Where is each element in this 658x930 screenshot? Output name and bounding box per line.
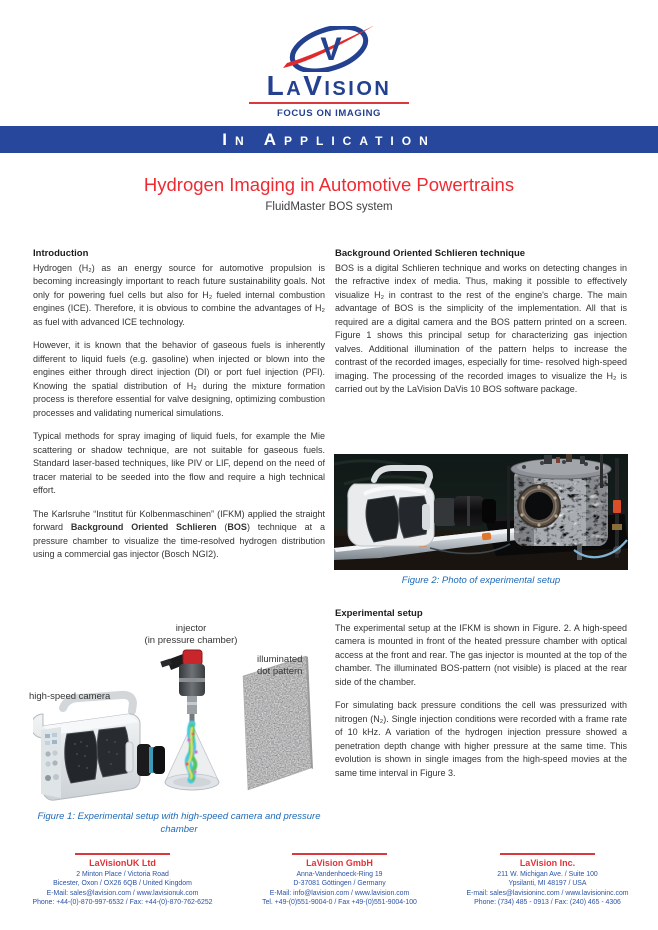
office-contact-line: E-Mail: sales@lavision.com / www.lavisionuk.com	[46, 889, 199, 897]
right-column-bottom	[335, 607, 627, 790]
injector-graphic	[160, 650, 219, 790]
text-run: The Karlsruhe “Institut für Kolbenmaschinen” (IFKM) applied the straight forward	[33, 508, 325, 532]
setup-schematic-graphic	[33, 622, 325, 810]
office-name: LaVisionUK Ltd	[89, 858, 156, 868]
lavision-logo	[0, 0, 658, 119]
office-name: LaVision GmbH	[306, 858, 373, 868]
bold-text-run: BOS	[227, 522, 247, 532]
office-address-line: Anna-Vandenhoeck-Ring 19	[296, 871, 383, 878]
in-application-banner: In Application	[0, 126, 658, 153]
office-address-line: 211 W. Michigan Ave. / Suite 100	[497, 871, 598, 878]
office-address-line: 2 Minton Place / Victoria Road	[76, 871, 169, 878]
footer-divider	[75, 853, 170, 855]
paragraph	[33, 508, 325, 562]
dot-pattern-label: illuminated dot pattern	[257, 654, 303, 677]
paragraph: The experimental setup at the IFKM is shown in Figure. 2. A high-speed camera is mounted in front of the heated pressure chamber with optical access at the front and rear. The gas injector is mounted at the top of the chamber. The illuminated BOS-pattern (not visible) is placed at the rear side of the chamber.	[335, 622, 627, 687]
paragraph: However, it is known that the behavior of gaseous fuels is inherently different to liquid fuels (e.g. gasoline) when injected or blown into the engines either through direct injection (DI) or port fuel injection (PFI). Knowing the spatial distribution of H₂ during the mixture formation process is therefore essential for valve designing, optimizing combustion processes and validating numerical simulations.	[33, 340, 325, 418]
paragraph: For simulating back pressure conditions the cell was pressurized with nitrogen (N₂). Single injection conditions were recorded with a frame rate of 10 kHz. A variation of the hydrogen injection pressure showed a penetration depth change with higher pressure at the same time. This evolution is shown in single images from the high-speed movies at the same time interval in Figure 3.	[335, 700, 627, 778]
figure1-illustration	[29, 622, 325, 810]
office-address-line: Bicester, Oxon / OX26 6QB / United Kingdom	[53, 880, 192, 888]
bold-text-run: Background Oriented Schlieren	[70, 522, 217, 532]
paragraph: Typical methods for spray imaging of liquid fuels, for example the Mie scattering or shadow technique, are not suitable for gaseous fuels. Standard laser-based techniques, like PIV or LIF, depend on the need of tracer material to be seeded into the flow and require a high technical effort.	[33, 431, 325, 495]
heading-bos-technique: Background Oriented Schlieren technique	[335, 248, 526, 259]
injector-label: injector (in pressure chamber)	[144, 623, 238, 646]
right-column-top	[335, 247, 627, 407]
page-subtitle: FluidMaster BOS system	[265, 201, 393, 213]
text-run: ) technique at a pressure chamber to visualize the time-resolved hydrogen distribution using a commercial gas injector (Bosch NGI2).	[33, 522, 326, 559]
heading-introduction: Introduction	[33, 248, 89, 259]
footer-office-de	[227, 853, 452, 908]
office-phone-line: Phone: +44-(0)-870-997-6532 / Fax: +44-(0)-870-762-6252	[32, 899, 213, 907]
office-phone-line: Phone: (734) 485 - 0913 / Fax: (240) 465 - 4306	[474, 899, 621, 907]
figure1-caption: Figure 1: Experimental setup with high-speed camera and pressure chamber	[37, 811, 321, 835]
figure2-photo	[334, 454, 628, 570]
figure2-caption: Figure 2: Photo of experimental setup	[401, 575, 561, 586]
page-title: Hydrogen Imaging in Automotive Powertrains	[143, 174, 515, 195]
footer-divider	[292, 853, 387, 855]
text-run: (	[216, 522, 228, 532]
logo-divider	[249, 102, 409, 104]
lavision-logo-icon	[259, 26, 399, 72]
office-name: LaVision Inc.	[519, 858, 576, 868]
svg-text:V: V	[320, 31, 342, 67]
footer-office-us	[435, 853, 658, 908]
experimental-setup-photo	[334, 454, 628, 570]
heading-experimental-setup: Experimental setup	[335, 608, 423, 619]
paragraph: Hydrogen (H₂) as an energy source for automotive propulsion is becoming increasingly important to reach future sustainability goals. Not only for powering fuel cells but also for H₂ fueled internal combustion engines (ICE). Therefore, it is obvious to combine the advantages of H₂ as fuel with advanced ICE technology.	[33, 262, 325, 327]
logo-wordmark: LaVision	[266, 70, 392, 101]
logo-tagline: FOCUS ON IMAGING	[276, 108, 382, 119]
footer-office-uk	[10, 853, 235, 908]
office-address-line: D-37081 Göttingen / Germany	[293, 880, 386, 888]
paragraph: BOS is a digital Schlieren technique and works on detecting changes in the refractive index of media. Thus, making it possible to effectively visualize H₂ in contrast to the rest of the engine's charge. The main advantage of BOS is the simplicity of the implementation. All that is required are a digital camera and the BOS pattern printed on a screen. Figure 1 shows this principal setup for characterizing gas injection valves. Additional illumination of the pattern helps to increase the contrast of the recorded images, especially for time- resolved high-speed imaging. The processing of the recorded images to visualize the H₂ is carried out by the LaVision DaVis 10 BOS software package.	[335, 262, 627, 394]
office-address-line: Ypsilanti, MI 48197 / USA	[508, 880, 587, 888]
camera-label: high-speed camera	[29, 691, 111, 702]
office-contact-line: E-Mail: info@lavision.com / www.lavision.com	[269, 889, 410, 897]
footer-divider	[500, 853, 595, 855]
left-column	[33, 247, 325, 572]
camera-graphic	[33, 695, 165, 800]
office-phone-line: Tel. +49-(0)551-9004-0 / Fax +49-(0)551-9004-100	[262, 899, 417, 907]
office-contact-line: E-mail: sales@lavisioninc.com / www.lavisioninc.com	[466, 889, 629, 897]
